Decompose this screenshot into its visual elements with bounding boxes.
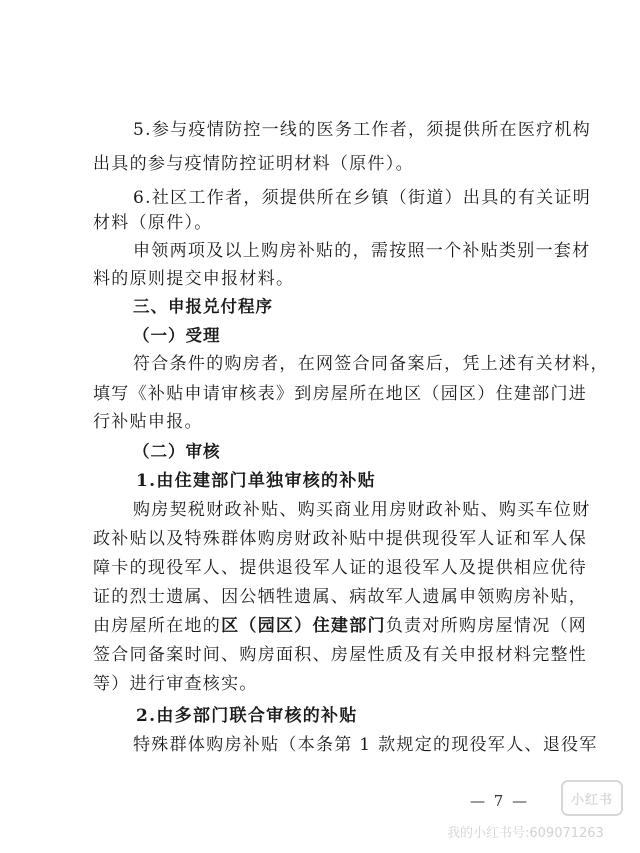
subsection-heading: （二）审核 xyxy=(133,442,221,461)
paragraph-line: 签合同备案时间、购房面积、房屋性质及有关申报材料完整性 xyxy=(93,645,588,665)
paragraph-line: 政补贴以及特殊群体购房财政补贴中提供现役军人证和军人保 xyxy=(93,529,588,549)
paragraph-line: 购房契税财政补贴、购买商业用房财政补贴、购买车位财 xyxy=(133,500,591,520)
paragraph-line: 符合条件的购房者，在网签合同备案后，凭上述有关材料， xyxy=(133,354,609,374)
subsection-heading: （一）受理 xyxy=(133,326,221,345)
paragraph-line: 申领两项及以上购房补贴的，需按照一个补贴类别一套材 xyxy=(133,241,591,261)
page-number: — 7 — xyxy=(470,792,530,810)
paragraph-line: 等）进行审查核实。 xyxy=(93,674,258,694)
paragraph-line: 特殊群体购房补贴（本条第 1 款规定的现役军人、退役军 xyxy=(133,735,598,755)
paragraph-line: 障卡的现役军人、提供退役军人证的退役军人及提供相应优待 xyxy=(93,558,588,578)
paragraph-line: 行补贴申报。 xyxy=(93,412,203,432)
paragraph-line: 出具的参与疫情防控证明材料（原件）。 xyxy=(93,154,414,174)
watermark: 我的小红书号:609071263 xyxy=(447,826,604,841)
item-heading: 2.由多部门联合审核的补贴 xyxy=(136,706,358,726)
paragraph-line: 5.参与疫情防控一线的医务工作者，须提供所在医疗机构 xyxy=(133,120,592,140)
paragraph-line: 6.社区工作者，须提供所在乡镇（街道）出具的有关证明 xyxy=(133,188,592,208)
paragraph-line: 料的原则提交申报材料。 xyxy=(93,269,295,289)
item-heading: 1.由住建部门单独审核的补贴 xyxy=(136,471,376,491)
paragraph-line: 材料（原件）。 xyxy=(93,213,213,233)
paragraph-line: 证的烈士遗属、因公牺牲遗属、病故军人遗属申领购房补贴， xyxy=(93,587,588,607)
paragraph-line xyxy=(93,615,588,637)
text-span: 由房屋所在地的 xyxy=(93,616,222,636)
xiaohongshu-logo: 小红书 xyxy=(561,780,623,816)
paragraph-line: 填写《补贴申请审核表》到房屋所在地区（园区）住建部门进 xyxy=(93,384,588,404)
section-heading: 三、申报兑付程序 xyxy=(133,297,273,316)
emphasis-span: 区（园区）住建部门 xyxy=(221,616,386,636)
text-span: 负责对所购房屋情况（网 xyxy=(385,616,588,636)
